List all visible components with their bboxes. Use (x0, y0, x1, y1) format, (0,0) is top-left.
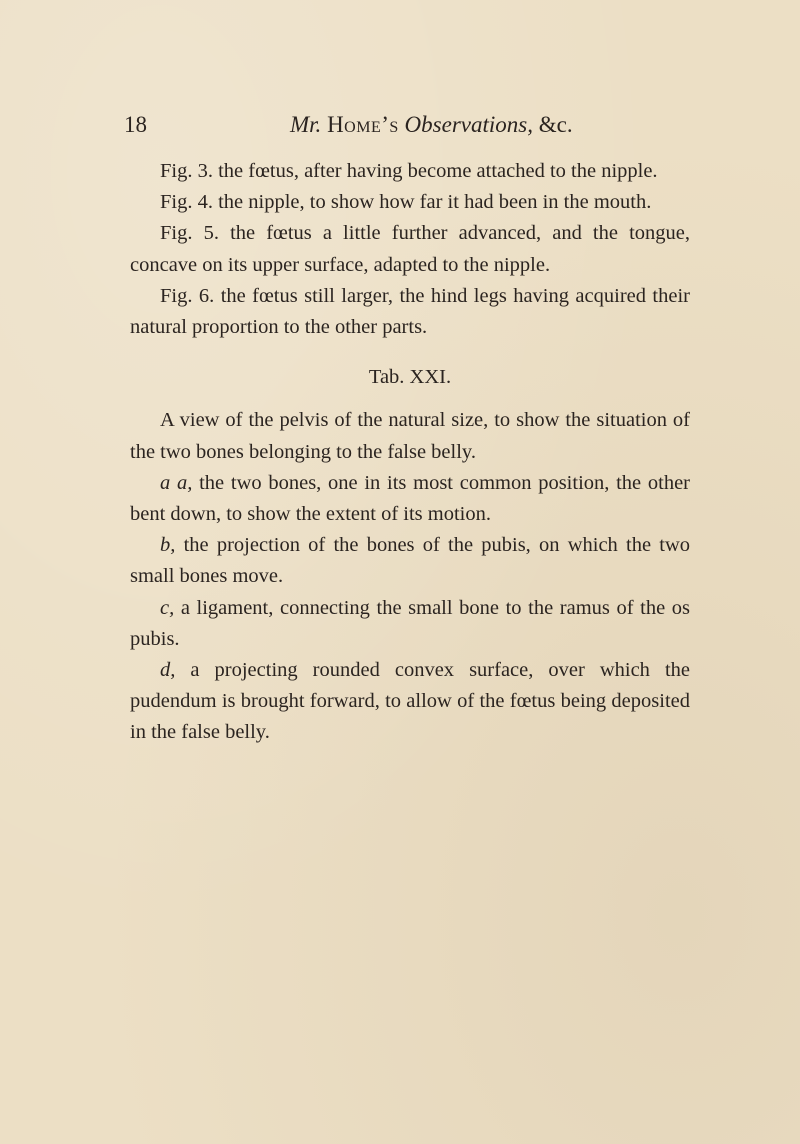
page-number: 18 (124, 112, 147, 137)
running-title-etc: &c. (538, 112, 573, 137)
figure-label: Fig. 5. (160, 222, 219, 245)
figure-description: the fœtus a little further advanced, and the tongue, concave on its upper surface, adapted to the nipple. (130, 222, 690, 276)
plate-key-c (130, 593, 690, 655)
running-title-work: Observations, (404, 112, 533, 137)
figure-label: Fig. 3. (160, 160, 213, 182)
figure-description: the fœtus still larger, the hind legs having acquired their natural proportion to the other parts. (130, 284, 690, 339)
figure-caption-4 (130, 187, 690, 218)
figure-caption-6 (130, 281, 690, 343)
plate-description-text: A view of the pelvis of the natural size, to show the situation of the two bones belonging to the false belly. (130, 409, 690, 463)
plate-description (130, 405, 690, 467)
running-title (290, 112, 573, 138)
figure-label: Fig. 4. (160, 191, 213, 214)
running-head (124, 112, 684, 142)
key-description: the projection of the bones of the pubis, on which the two small bones move. (130, 534, 691, 588)
figure-caption-5 (130, 218, 690, 280)
key-description: a ligament, connecting the small bone to the ramus of the os pubis. (130, 596, 690, 650)
key-description: a projecting rounded convex surface, over which the pudendum is brought forward, to allow of the fœtus being deposited in the false belly. (130, 659, 690, 744)
key-letter: c, (160, 596, 175, 619)
running-title-mr: Mr. (290, 112, 322, 137)
figure-label: Fig. 6. (160, 284, 215, 307)
key-letter: d, (160, 659, 176, 682)
key-letter: a a, (160, 471, 193, 494)
figure-caption-3 (130, 156, 690, 187)
plate-key-a (130, 468, 690, 530)
key-description: the two bones, one in its most common position, the other bent down, to show the extent of its motion. (130, 471, 691, 526)
key-letter: b, (160, 534, 176, 557)
figure-description: the fœtus, after having become attached to the nipple. (218, 160, 658, 182)
body-text (130, 156, 690, 749)
plate-key-b (130, 530, 690, 592)
section-heading: Tab. XXI. (368, 366, 452, 389)
plate-key-d (130, 655, 690, 749)
figure-description: the nipple, to show how far it had been in the mouth. (218, 191, 652, 214)
running-title-author: Home’s (327, 112, 399, 137)
